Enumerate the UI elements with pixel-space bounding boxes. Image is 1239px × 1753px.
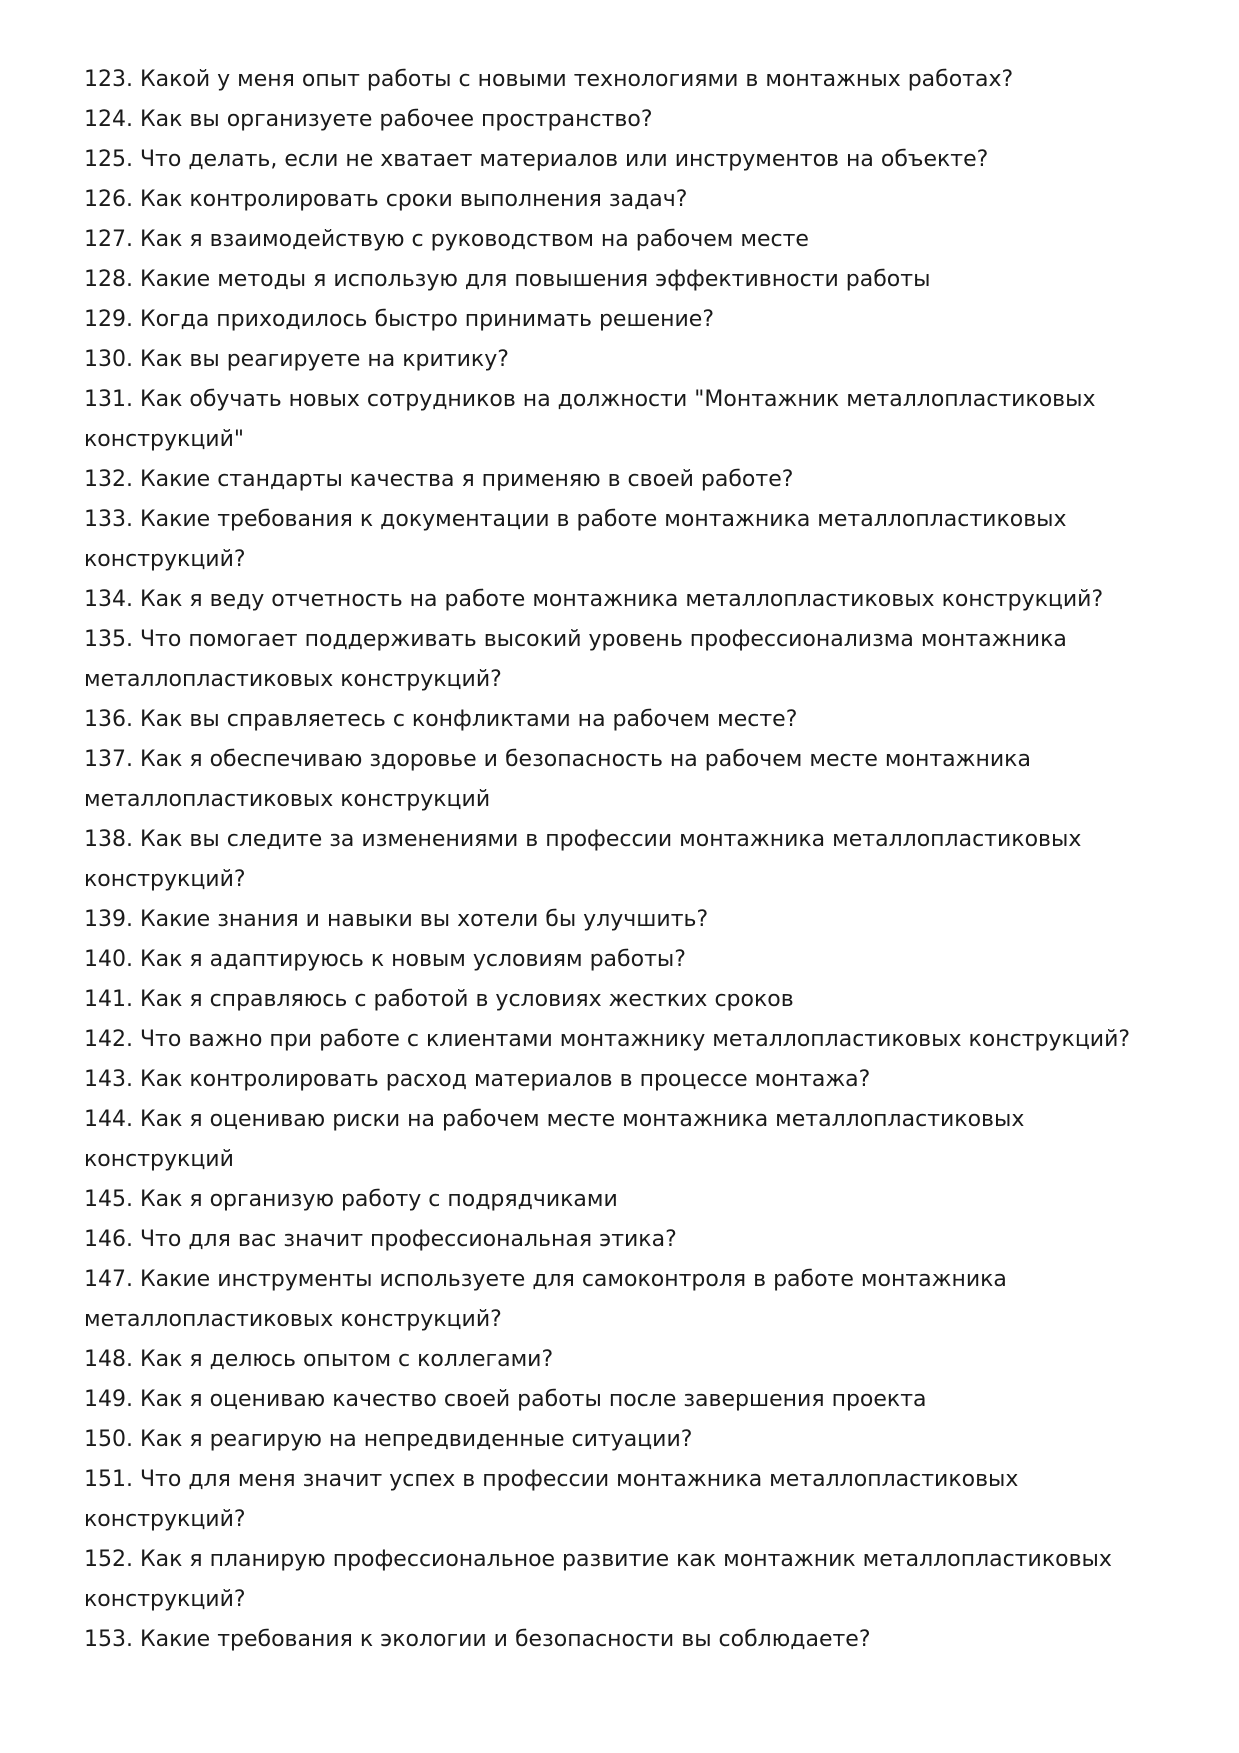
question-143: 143. Как контролировать расход материалов в процессе монтажа? — [84, 1067, 871, 1092]
question-141: 141. Как я справляюсь с работой в условиях жестких сроков — [84, 987, 794, 1012]
question-138: 138. Как вы следите за изменениями в профессии монтажника металлопластиковых конструкций? — [84, 827, 1082, 892]
question-124: 124. Как вы организуете рабочее пространство? — [84, 107, 653, 132]
question-127: 127. Как я взаимодействую с руководством на рабочем месте — [84, 227, 809, 252]
question-132: 132. Какие стандарты качества я применяю в своей работе? — [84, 467, 794, 492]
document-page — [84, 60, 1174, 1660]
question-150: 150. Как я реагирую на непредвиденные ситуации? — [84, 1427, 693, 1452]
question-128: 128. Какие методы я использую для повышения эффективности работы — [84, 267, 931, 292]
question-142: 142. Что важно при работе с клиентами монтажнику металлопластиковых конструкций? — [84, 1027, 1131, 1052]
question-123: 123. Какой у меня опыт работы с новыми технологиями в монтажных работах? — [84, 67, 1014, 92]
question-135: 135. Что помогает поддерживать высокий уровень профессионализма монтажника металлопластиковых конструкций? — [84, 627, 1067, 692]
question-144: 144. Как я оцениваю риски на рабочем месте монтажника металлопластиковых конструкций — [84, 1107, 1025, 1172]
question-133: 133. Какие требования к документации в работе монтажника металлопластиковых конструкций? — [84, 507, 1067, 572]
question-134: 134. Как я веду отчетность на работе монтажника металлопластиковых конструкций? — [84, 587, 1104, 612]
question-130: 130. Как вы реагируете на критику? — [84, 347, 509, 372]
question-139: 139. Какие знания и навыки вы хотели бы улучшить? — [84, 907, 709, 932]
question-148: 148. Как я делюсь опытом с коллегами? — [84, 1347, 554, 1372]
question-146: 146. Что для вас значит профессиональная этика? — [84, 1227, 677, 1252]
question-136: 136. Как вы справляетесь с конфликтами на рабочем месте? — [84, 707, 798, 732]
question-list — [84, 60, 1174, 1660]
question-145: 145. Как я организую работу с подрядчиками — [84, 1187, 618, 1212]
question-137: 137. Как я обеспечиваю здоровье и безопасность на рабочем месте монтажника металлопластиковых конструкций — [84, 747, 1031, 812]
question-147: 147. Какие инструменты используете для самоконтроля в работе монтажника металлопластиковых конструкций? — [84, 1267, 1007, 1332]
question-131: 131. Как обучать новых сотрудников на должности "Монтажник металлопластиковых конструкций" — [84, 387, 1096, 452]
question-129: 129. Когда приходилось быстро принимать решение? — [84, 307, 715, 332]
question-153: 153. Какие требования к экологии и безопасности вы соблюдаете? — [84, 1627, 871, 1652]
question-125: 125. Что делать, если не хватает материалов или инструментов на объекте? — [84, 147, 989, 172]
question-151: 151. Что для меня значит успех в профессии монтажника металлопластиковых конструкций? — [84, 1467, 1019, 1532]
question-140: 140. Как я адаптируюсь к новым условиям работы? — [84, 947, 686, 972]
question-152: 152. Как я планирую профессиональное развитие как монтажник металлопластиковых конструкций? — [84, 1547, 1112, 1612]
question-149: 149. Как я оцениваю качество своей работы после завершения проекта — [84, 1387, 927, 1412]
question-126: 126. Как контролировать сроки выполнения задач? — [84, 187, 688, 212]
